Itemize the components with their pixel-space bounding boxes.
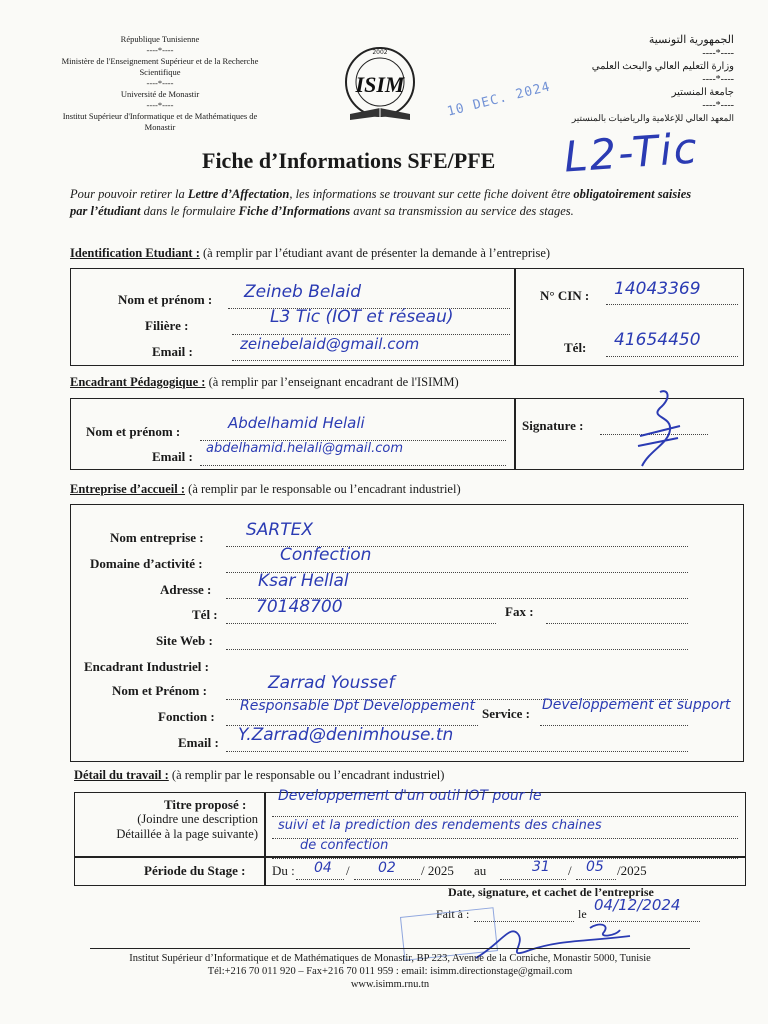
section-note: (à remplir par le responsable ou l’encadrant industriel) <box>185 482 461 496</box>
header-ar-line: المعهد العالي للإعلامية والرياضيات بالمنستير <box>571 113 734 123</box>
industrial-function-label: Fonction : <box>158 709 215 724</box>
header-ar-line: وزارة التعليم العالي والبحث العلمي <box>591 61 734 72</box>
industrial-function-value: Responsable Dpt Developpement <box>240 698 476 714</box>
period-from-year: / 2025 <box>421 863 454 878</box>
work-title-value-3: de confection <box>300 838 389 853</box>
company-fax-label: Fax : <box>505 604 534 619</box>
work-box-vdivider <box>264 792 266 886</box>
supervisor-email-label: Email : <box>152 449 193 464</box>
footer-website: www.isimm.rnu.tn <box>350 979 430 990</box>
work-title-value-2: suivi et la prediction des rendements des chaines <box>278 818 602 833</box>
header-fr-line: Institut Supérieur d'Informatique et de Mathématiques de Monastir <box>62 111 258 132</box>
header-french <box>60 34 260 133</box>
header-ar-line: الجمهورية التونسية <box>648 34 734 46</box>
company-name-value: SARTEX <box>246 520 314 540</box>
intro-text: avant sa transmission au service des stages. <box>350 204 574 218</box>
footer-address: Institut Supérieur d’Informatique et de Mathématiques de Monastir, BP 223, Avenue de la Corniche, Monastir 5000, Tunisie <box>129 953 651 964</box>
industrial-supervisor-label: Encadrant Industriel : <box>84 659 209 674</box>
company-name-label: Nom entreprise : <box>110 530 204 545</box>
student-cin-label: N° CIN : <box>540 288 590 303</box>
period-to-year: /2025 <box>617 863 647 878</box>
student-name-label: Nom et prénom : <box>118 292 213 307</box>
footer-contact: Tél:+216 70 011 920 – Fax+216 70 011 959 : email: isimm.directionstage@gmail.com <box>207 966 573 977</box>
period-to-month: 05 <box>586 859 604 875</box>
student-email-value: zeinebelaid@gmail.com <box>240 335 420 353</box>
section-note: (à remplir par l’enseignant encadrant de l'ISIMM) <box>205 375 459 389</box>
student-email-label: Email : <box>152 344 193 359</box>
supervisor-signature-mark <box>620 386 690 472</box>
section-title: Identification Etudiant : <box>70 246 200 260</box>
company-address-label: Adresse : <box>160 582 212 597</box>
section-note: (à remplir par l’étudiant avant de présenter la demande à l’entreprise) <box>199 246 551 260</box>
period-to-label: au <box>474 863 487 878</box>
page-title: Fiche d’Informations SFE/PFE <box>202 148 496 173</box>
work-section-heading <box>74 768 444 783</box>
student-tel-value: 41654450 <box>614 330 701 350</box>
signoff-date-label: le <box>578 907 587 921</box>
work-title-sub2: Détaillée à la page suivante) <box>116 827 258 841</box>
header-arabic <box>504 34 734 125</box>
industrial-name-value: Zarrad Youssef <box>268 673 395 693</box>
company-domain-value: Confection <box>280 545 372 565</box>
logo-text: ISIM <box>355 72 405 97</box>
intro-bold: Lettre d’Affectation <box>187 187 290 201</box>
industrial-name-label: Nom et Prénom : <box>112 683 207 698</box>
header-fr-line: ----*---- <box>146 78 174 88</box>
industrial-service-value: Developpement et support <box>542 697 731 713</box>
student-cin-value: 14043369 <box>614 279 701 299</box>
student-filiere-label: Filière : <box>145 318 189 333</box>
footer-rule <box>90 948 690 949</box>
period-from-label: Du : <box>272 863 295 878</box>
industrial-email-value: Y.Zarrad@denimhouse.tn <box>238 725 454 745</box>
student-section-heading <box>70 246 550 261</box>
header-fr-line: Université de Monastir <box>120 89 200 99</box>
header-fr-line: ----*---- <box>146 45 174 55</box>
supervisor-signature-label: Signature : <box>522 418 584 433</box>
section-title: Détail du travail : <box>74 768 169 782</box>
header-ar-line: ----*---- <box>702 48 734 59</box>
header-ar-line: جامعة المنستير <box>671 87 734 98</box>
intro-text: dans le formulaire <box>140 204 239 218</box>
work-title-sub1: (Joindre une description <box>137 812 258 826</box>
company-website-field[interactable] <box>226 633 688 650</box>
period-from-day: 04 <box>314 860 332 876</box>
section-title: Encadrant Pédagogique : <box>70 375 206 389</box>
student-name-value: Zeineb Belaid <box>244 282 362 302</box>
work-title-value-1: Developpement d'un outil IOT pour le <box>278 788 542 804</box>
work-title-label: Titre proposé : <box>164 797 247 812</box>
header-fr-line: Ministère de l'Enseignement Supérieur et de la Recherche Scientifique <box>61 56 259 77</box>
isim-logo <box>330 42 430 128</box>
intro-text: , les informations se trouvant sur cette fiche doivent être <box>289 187 574 201</box>
header-fr-line: République Tunisienne <box>120 34 200 44</box>
intro-bold: Fiche d’Informations <box>238 204 351 218</box>
intro-text: Pour pouvoir retirer la <box>70 187 188 201</box>
industrial-email-label: Email : <box>178 735 219 750</box>
company-fax-field[interactable] <box>546 607 688 624</box>
period-to-day: 31 <box>532 859 550 875</box>
header-ar-line: ----*---- <box>702 74 734 85</box>
section-title: Entreprise d’accueil : <box>70 482 186 496</box>
company-section-heading <box>70 482 461 497</box>
date-separator: / <box>346 863 350 878</box>
student-filiere-value: L3 Tic (IOT et réseau) <box>270 307 454 327</box>
industrial-service-label: Service : <box>482 706 531 721</box>
internship-period-label: Période du Stage : <box>144 863 246 878</box>
student-box-divider <box>514 268 516 366</box>
supervisor-name-label: Nom et prénom : <box>86 424 181 439</box>
header-ar-line: ----*---- <box>702 100 734 111</box>
intro-bold: obligatoirement saisies par l’étudiant <box>70 187 692 218</box>
period-from-month: 02 <box>378 860 396 876</box>
company-website-label: Site Web : <box>156 633 213 648</box>
handwritten-level: L2-Tic <box>562 123 701 182</box>
intro-paragraph <box>70 186 700 220</box>
company-tel-label: Tél : <box>192 607 218 622</box>
supervisor-name-value: Abdelhamid Helali <box>228 414 365 432</box>
header-fr-line: ----*---- <box>146 100 174 110</box>
company-address-value: Ksar Hellal <box>258 571 349 591</box>
supervisor-box-divider <box>514 398 516 470</box>
signoff-date-value: 04/12/2024 <box>594 896 681 914</box>
date-received-stamp: 10 DEC. 2024 <box>445 79 553 120</box>
company-domain-label: Domaine d’activité : <box>90 556 203 571</box>
logo-year: 2002 <box>372 49 388 56</box>
company-signoff-label: Date, signature, et cachet de l’entreprise <box>448 885 654 899</box>
section-note: (à remplir par le responsable ou l’encadrant industriel) <box>168 768 445 782</box>
student-tel-label: Tél: <box>564 340 587 355</box>
supervisor-email-value: abdelhamid.helali@gmail.com <box>206 441 403 456</box>
supervisor-section-heading <box>70 375 459 390</box>
signoff-place-label: Fait à : <box>436 907 470 921</box>
footer <box>90 952 690 991</box>
company-tel-value: 70148700 <box>256 597 343 617</box>
date-separator: / <box>568 863 572 878</box>
